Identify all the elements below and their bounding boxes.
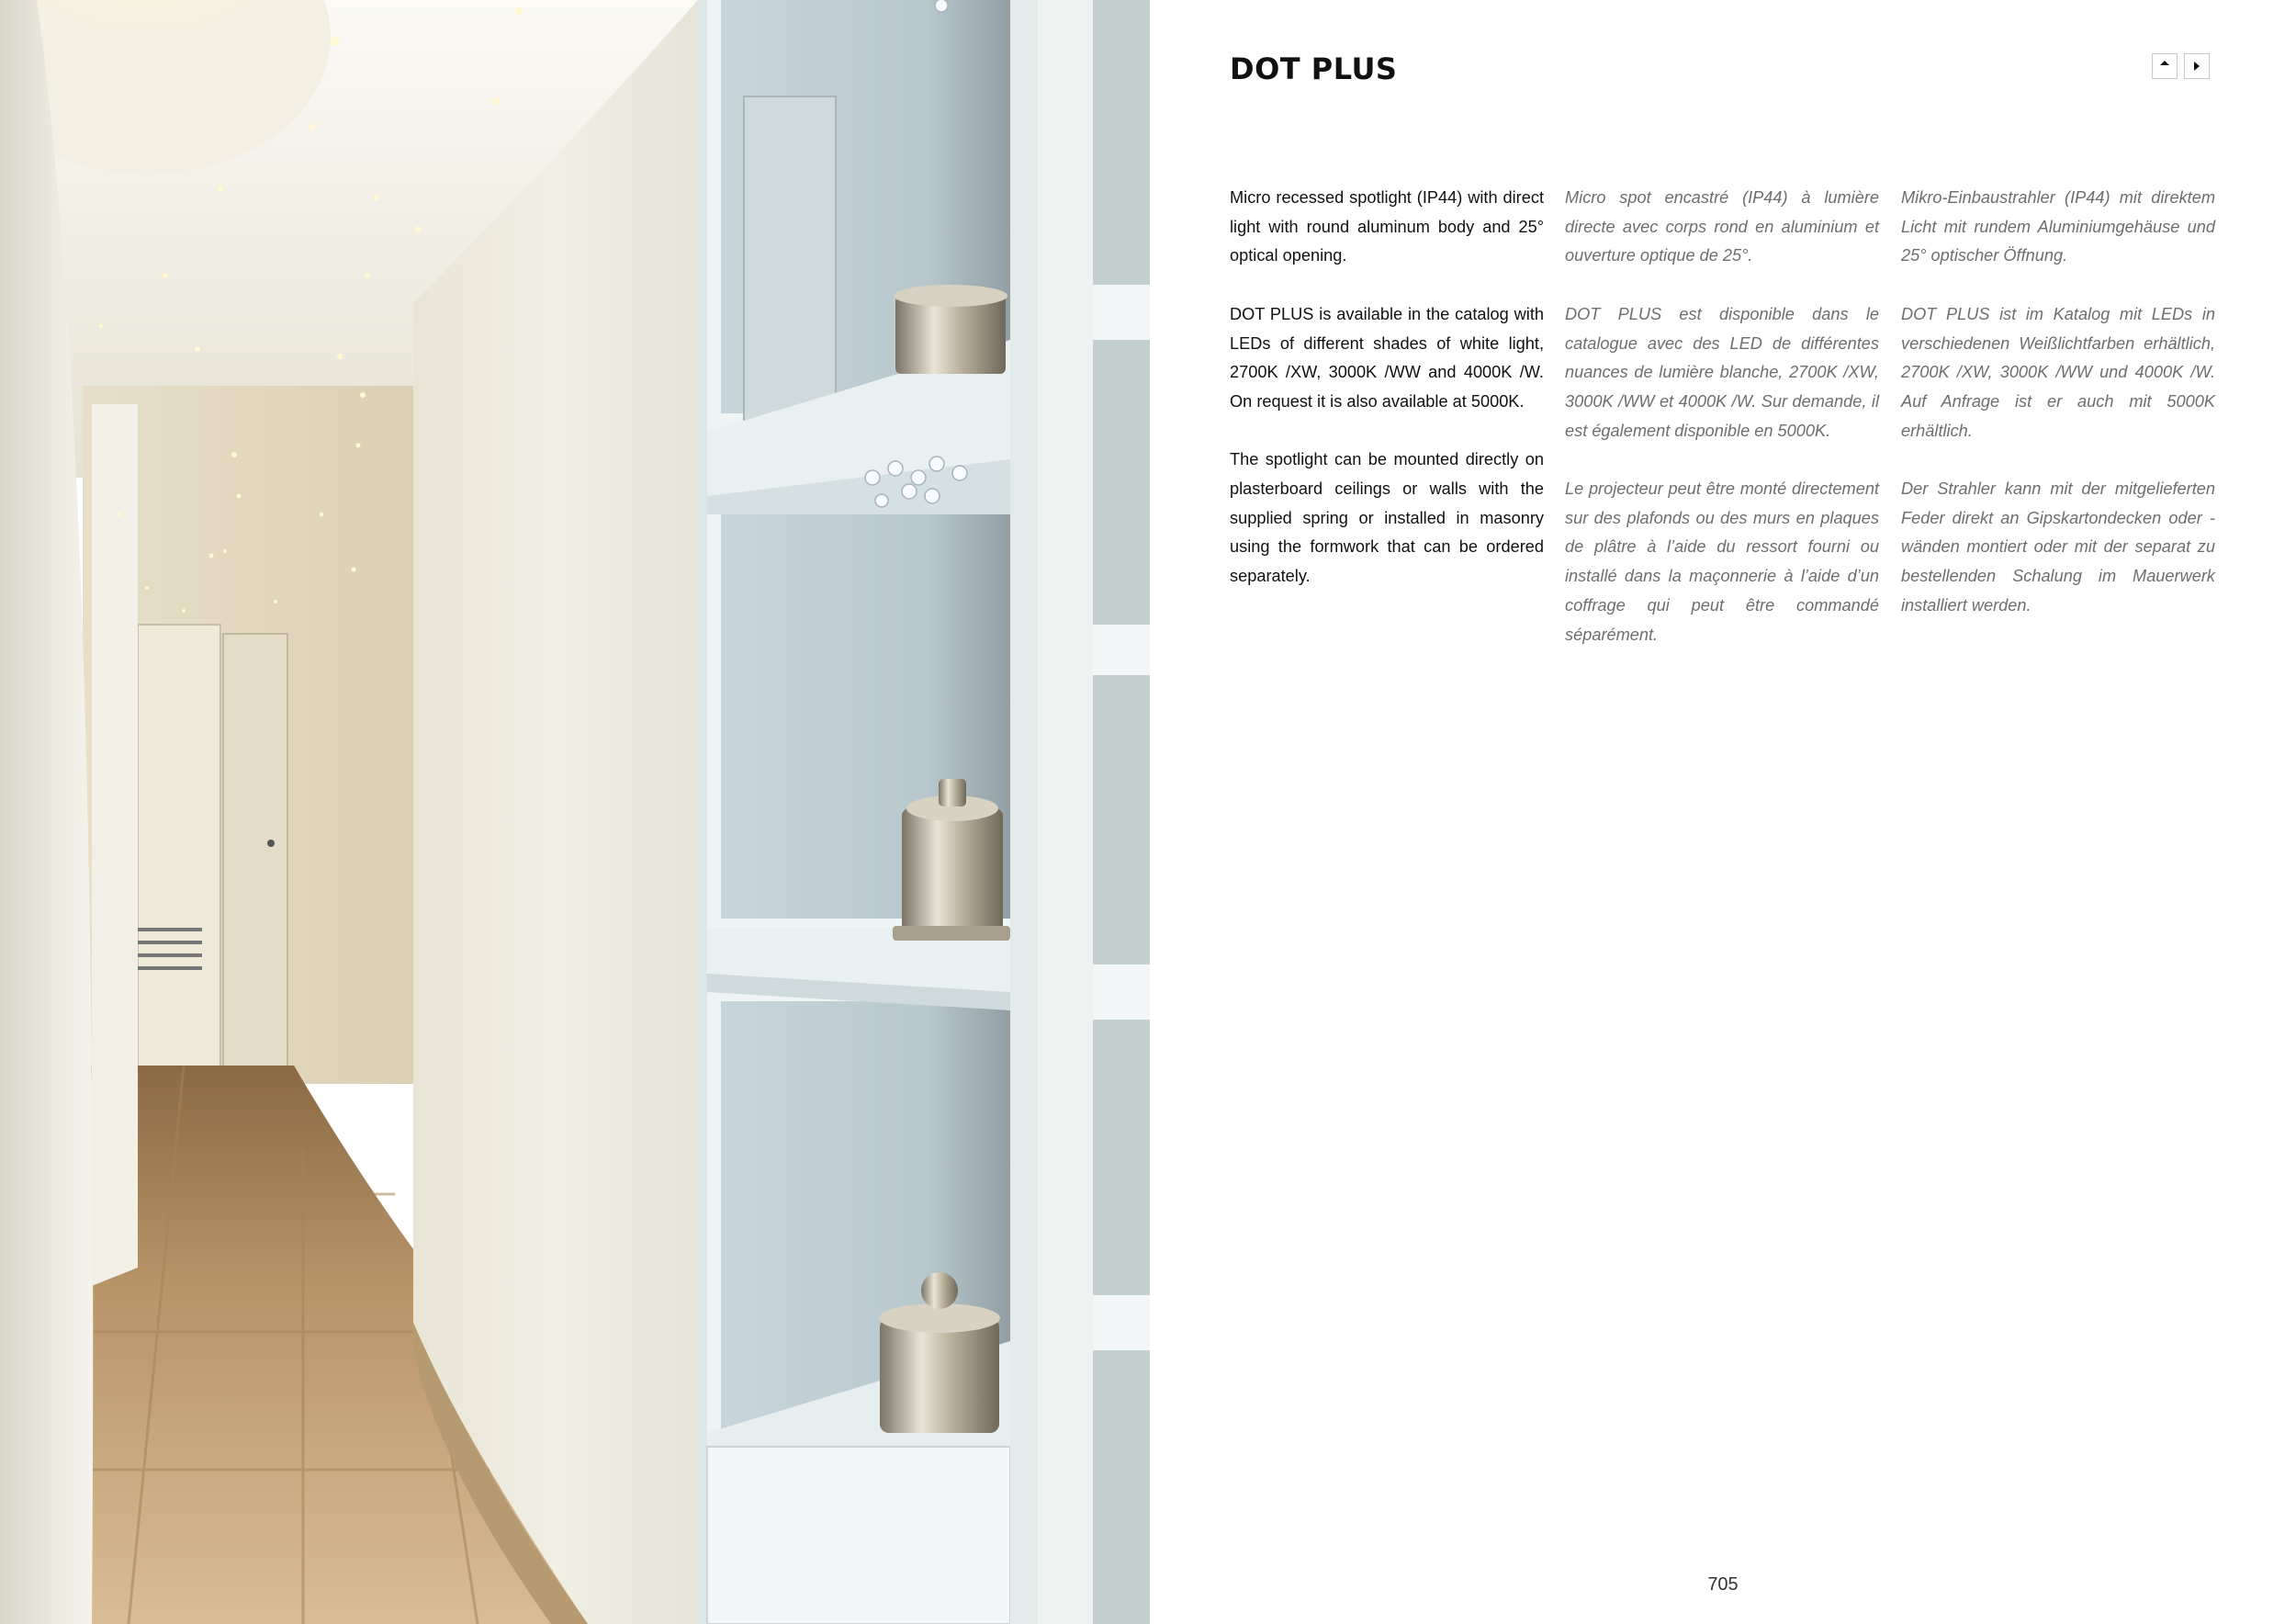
paragraph: Le projecteur peut être monté directement sur des plafonds ou des murs en plaques de plâtre à l’aide du ressort fourni ou installé dans la maçonnerie à l’aide d’un coffrage qui peut être commandé séparément.	[1565, 479, 1879, 644]
paragraph: Der Strahler kann mit der mitgelieferten Feder direkt an Gipskartondecken oder -wänden montiert oder mit der separat zu bestellenden Schalung im Mauerwerk installiert werden.	[1901, 479, 2215, 615]
paragraph: The spotlight can be mounted directly on plasterboard ceilings or walls with the supplied spring or installed in masonry using the formwork that can be ordered separately.	[1230, 450, 1544, 586]
product-page	[1150, 0, 2296, 1624]
page-number: 705	[1707, 1574, 1739, 1595]
paragraph: DOT PLUS est disponible dans le catalogue avec des LED de différentes nuances de lumière blanche, 2700K /XW, 3000K /WW et 4000K /W. Sur demande, il est également disponible en 5000K.	[1565, 304, 1879, 440]
text-column-french	[1565, 184, 1879, 679]
page-navigation	[2152, 53, 2210, 79]
paragraph: Micro recessed spotlight (IP44) with direct light with round aluminum body and 25° optical opening.	[1230, 188, 1544, 265]
paragraph: Mikro-Einbaustrahler (IP44) mit direktem Licht mit rundem Aluminiumgehäuse und 25° optischer Öffnung.	[1901, 188, 2215, 265]
paragraph: DOT PLUS is available in the catalog with LEDs of different shades of white light, 2700K /XW, 3000K /WW and 4000K /W. On request it is also available at 5000K.	[1230, 304, 1544, 411]
prev-page-button[interactable]	[2152, 53, 2178, 79]
paragraph: Micro spot encastré (IP44) à lumière directe avec corps rond en aluminium et ouverture optique de 25°.	[1565, 188, 1879, 265]
page-title: DOT PLUS	[1230, 51, 1398, 86]
next-page-button[interactable]	[2184, 53, 2210, 79]
arrow-right-icon	[2190, 60, 2203, 73]
arrow-up-icon	[2158, 60, 2171, 73]
text-column-german	[1901, 184, 2215, 649]
text-column-english	[1230, 184, 1544, 621]
paragraph: DOT PLUS ist im Katalog mit LEDs in verschiedenen Weißlichtfarben erhältlich, 2700K /XW, 3000K /WW und 4000K /W. Auf Anfrage ist er auch mit 5000K erhältlich.	[1901, 304, 2215, 440]
